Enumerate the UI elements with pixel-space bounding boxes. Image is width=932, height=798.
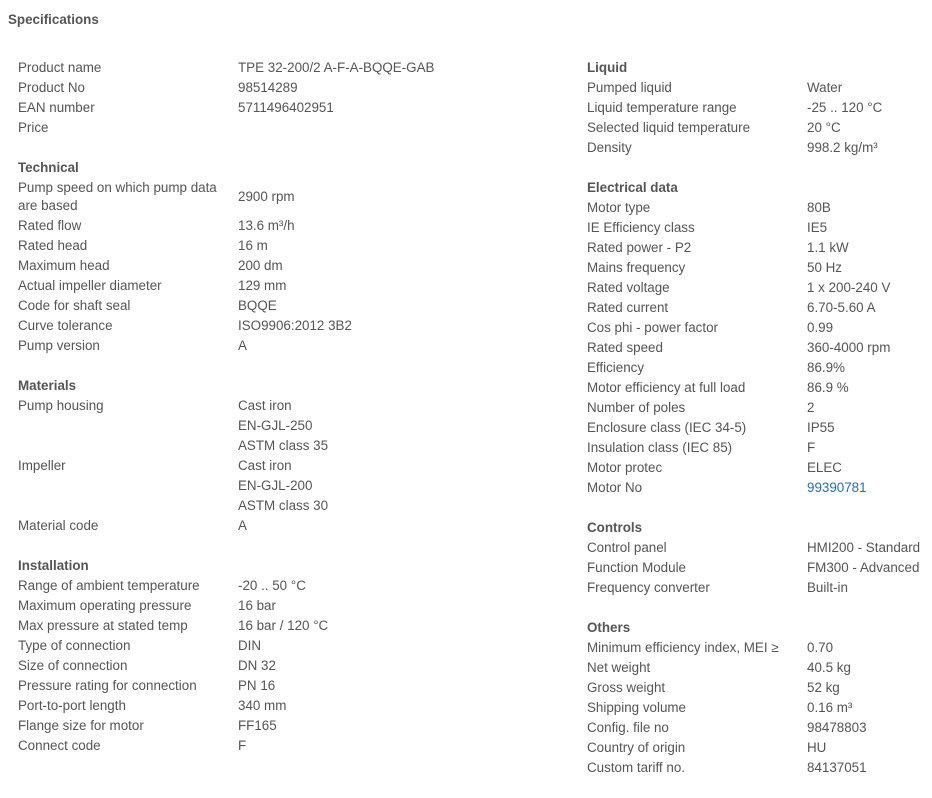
spec-value: HU: [807, 740, 827, 755]
spec-value: 200 dm: [238, 258, 283, 273]
section-title: Liquid: [587, 60, 628, 75]
spec-value: DN 32: [238, 658, 276, 673]
liquid-section: [587, 58, 927, 158]
spec-value: 80B: [807, 200, 831, 215]
spec-label: Pressure rating for connection: [18, 678, 197, 693]
spec-row: [18, 276, 438, 296]
spec-value-line: Cast iron: [238, 398, 292, 413]
spec-row: [587, 758, 927, 778]
spec-label: Config. file no: [587, 720, 669, 735]
spec-row: [587, 438, 927, 458]
controls-section: [587, 518, 927, 598]
spec-value: Built-in: [807, 580, 848, 595]
spec-row: [587, 138, 927, 158]
spec-label: Size of connection: [18, 658, 128, 673]
spec-row: [587, 678, 927, 698]
spec-row: [18, 656, 438, 676]
section-title: Controls: [587, 520, 643, 535]
spec-row: [18, 576, 438, 596]
spec-label: Minimum efficiency index, MEI ≥: [587, 640, 779, 655]
spec-label: Function Module: [587, 560, 686, 575]
spec-label: Curve tolerance: [18, 318, 113, 333]
spec-label: Port-to-port length: [18, 698, 126, 713]
spec-row: [587, 538, 927, 558]
spec-row: [18, 296, 438, 316]
spec-row: [587, 258, 927, 278]
spec-value: 360-4000 rpm: [807, 340, 891, 355]
spec-row: [18, 78, 438, 98]
spec-row: [587, 418, 927, 438]
spec-value: 0.16 m³: [807, 700, 853, 715]
spec-row: [587, 478, 927, 498]
spec-label: Maximum head: [18, 258, 110, 273]
section-title: Others: [587, 620, 631, 635]
spec-value: 2900 rpm: [238, 189, 295, 204]
spec-value-line: ASTM class 30: [238, 498, 329, 513]
section-title: Materials: [18, 378, 77, 393]
page-title: Specifications: [8, 12, 99, 27]
spec-row: [587, 218, 927, 238]
spec-row: [18, 98, 438, 118]
spec-label: Custom tariff no.: [587, 760, 685, 775]
spec-value: [238, 456, 438, 516]
spec-label: Net weight: [587, 660, 651, 675]
spec-value: F: [807, 440, 816, 455]
spec-value: [238, 396, 438, 456]
spec-row: [587, 198, 927, 218]
spec-label: Mains frequency: [587, 260, 686, 275]
spec-row: [587, 338, 927, 358]
spec-value: 340 mm: [238, 698, 287, 713]
spec-value: IP55: [807, 420, 835, 435]
spec-row: [18, 636, 438, 656]
spec-value: TPE 32-200/2 A-F-A-BQQE-GAB: [238, 60, 435, 75]
spec-value: IE5: [807, 220, 828, 235]
others-section: [587, 618, 927, 778]
spec-row: [587, 278, 927, 298]
spec-row: [18, 456, 438, 516]
spec-label: Gross weight: [587, 680, 666, 695]
spec-row: [587, 98, 927, 118]
spec-label: Motor No: [587, 480, 643, 495]
spec-value: 129 mm: [238, 278, 287, 293]
spec-value: 86.9 %: [807, 380, 849, 395]
spec-label: Rated head: [18, 238, 88, 253]
spec-row: [587, 298, 927, 318]
spec-value: 20 °C: [807, 120, 841, 135]
spec-value: 98514289: [238, 80, 298, 95]
spec-label: Cos phi - power factor: [587, 320, 718, 335]
spec-row: [18, 236, 438, 256]
spec-value: F: [238, 738, 247, 753]
technical-section: [18, 158, 438, 356]
spec-value-line: A: [238, 518, 247, 533]
spec-label: Range of ambient temperature: [18, 578, 200, 593]
spec-value: 0.99: [807, 320, 834, 335]
spec-value: 84137051: [807, 760, 867, 775]
left-column: [18, 58, 438, 776]
spec-label: Rated speed: [587, 340, 663, 355]
spec-row: [587, 238, 927, 258]
spec-label: Enclosure class (IEC 34-5): [587, 420, 747, 435]
spec-label: Efficiency: [587, 360, 645, 375]
spec-label: Connect code: [18, 738, 101, 753]
spec-row: [18, 596, 438, 616]
spec-label: Impeller: [18, 458, 66, 473]
spec-row: [18, 676, 438, 696]
spec-row: [18, 118, 438, 138]
spec-label: Rated flow: [18, 218, 82, 233]
spec-row: [18, 216, 438, 236]
spec-label: Pump housing: [18, 398, 104, 413]
spec-row: [18, 696, 438, 716]
spec-row: [587, 78, 927, 98]
general-section: [18, 58, 438, 138]
spec-value: 16 bar: [238, 598, 276, 613]
spec-value: 16 m: [238, 238, 268, 253]
spec-value: 2: [807, 400, 815, 415]
spec-value: 1 x 200-240 V: [807, 280, 891, 295]
spec-label: IE Efficiency class: [587, 220, 695, 235]
spec-value: 13.6 m³/h: [238, 218, 295, 233]
spec-row: [18, 256, 438, 276]
section-title: Electrical data: [587, 180, 678, 195]
spec-value: -20 .. 50 °C: [238, 578, 306, 593]
spec-label: Liquid temperature range: [587, 100, 737, 115]
spec-value: [238, 118, 438, 138]
spec-label: Pump speed on which pump data are based: [18, 180, 217, 213]
spec-value: FM300 - Advanced: [807, 560, 920, 575]
spec-value: 86.9%: [807, 360, 845, 375]
spec-label: Control panel: [587, 540, 667, 555]
spec-row: [587, 458, 927, 478]
spec-value: 16 bar / 120 °C: [238, 618, 329, 633]
spec-value: ISO9906:2012 3B2: [238, 318, 352, 333]
spec-label: Selected liquid temperature: [587, 120, 751, 135]
spec-label: Number of poles: [587, 400, 686, 415]
spec-label: Flange size for motor: [18, 718, 144, 733]
spec-label: Insulation class (IEC 85): [587, 440, 733, 455]
spec-label: Price: [18, 120, 49, 135]
spec-label: Country of origin: [587, 740, 686, 755]
spec-row: [18, 58, 438, 78]
spec-label: Pump version: [18, 338, 100, 353]
spec-label: Maximum operating pressure: [18, 598, 192, 613]
spec-row: [587, 398, 927, 418]
spec-value: 52 kg: [807, 680, 840, 695]
electrical-section: [587, 178, 927, 498]
spec-value: 1.1 kW: [807, 240, 849, 255]
spec-label: Density: [587, 140, 632, 155]
spec-value-line: ASTM class 35: [238, 438, 329, 453]
spec-value: PN 16: [238, 678, 276, 693]
spec-row: [18, 716, 438, 736]
spec-label: Max pressure at stated temp: [18, 618, 188, 633]
spec-value: A: [238, 338, 247, 353]
spec-label: Material code: [18, 518, 99, 533]
right-column: [587, 58, 927, 798]
spec-row: [18, 178, 438, 216]
spec-row: [18, 616, 438, 636]
spec-label: Actual impeller diameter: [18, 278, 162, 293]
spec-row: [18, 336, 438, 356]
spec-value: -25 .. 120 °C: [807, 100, 883, 115]
spec-value-line: Cast iron: [238, 458, 292, 473]
spec-value-line: EN-GJL-250: [238, 418, 313, 433]
motor-no-link[interactable]: 99390781: [807, 480, 867, 495]
spec-label: Rated current: [587, 300, 669, 315]
spec-row: [587, 318, 927, 338]
spec-row: [587, 738, 927, 758]
spec-label: EAN number: [18, 100, 95, 115]
materials-section: [18, 376, 438, 536]
spec-label: Motor protec: [587, 460, 663, 475]
spec-value: FF165: [238, 718, 277, 733]
spec-value: 98478803: [807, 720, 867, 735]
spec-value: 0.70: [807, 640, 834, 655]
spec-value: 50 Hz: [807, 260, 842, 275]
spec-label: Code for shaft seal: [18, 298, 131, 313]
spec-row: [587, 558, 927, 578]
spec-row: [587, 358, 927, 378]
spec-value: BQQE: [238, 298, 277, 313]
spec-value: Water: [807, 80, 843, 95]
spec-label: Product No: [18, 80, 85, 95]
spec-value: 5711496402951: [238, 100, 334, 115]
spec-value: DIN: [238, 638, 262, 653]
spec-label: Frequency converter: [587, 580, 710, 595]
spec-value: [238, 516, 438, 536]
spec-label: Pumped liquid: [587, 80, 672, 95]
section-title: Technical: [18, 160, 79, 175]
spec-row: [587, 378, 927, 398]
spec-value: 6.70-5.60 A: [807, 300, 876, 315]
spec-label: Type of connection: [18, 638, 131, 653]
spec-row: [587, 118, 927, 138]
spec-row: [18, 396, 438, 456]
spec-label: Motor type: [587, 200, 651, 215]
spec-label: Rated power - P2: [587, 240, 692, 255]
spec-value: HMI200 - Standard: [807, 540, 921, 555]
spec-row: [587, 578, 927, 598]
spec-row: [587, 718, 927, 738]
spec-label: Shipping volume: [587, 700, 687, 715]
spec-label: Product name: [18, 60, 102, 75]
spec-value-line: EN-GJL-200: [238, 478, 313, 493]
spec-row: [587, 658, 927, 678]
spec-label: Motor efficiency at full load: [587, 380, 746, 395]
spec-value: 40.5 kg: [807, 660, 851, 675]
spec-value: 998.2 kg/m³: [807, 140, 878, 155]
spec-row: [18, 516, 438, 536]
installation-section: [18, 556, 438, 756]
spec-value: ELEC: [807, 460, 842, 475]
spec-row: [587, 698, 927, 718]
section-title: Installation: [18, 558, 89, 573]
spec-row: [587, 638, 927, 658]
spec-row: [18, 736, 438, 756]
spec-row: [18, 316, 438, 336]
spec-label: Rated voltage: [587, 280, 670, 295]
